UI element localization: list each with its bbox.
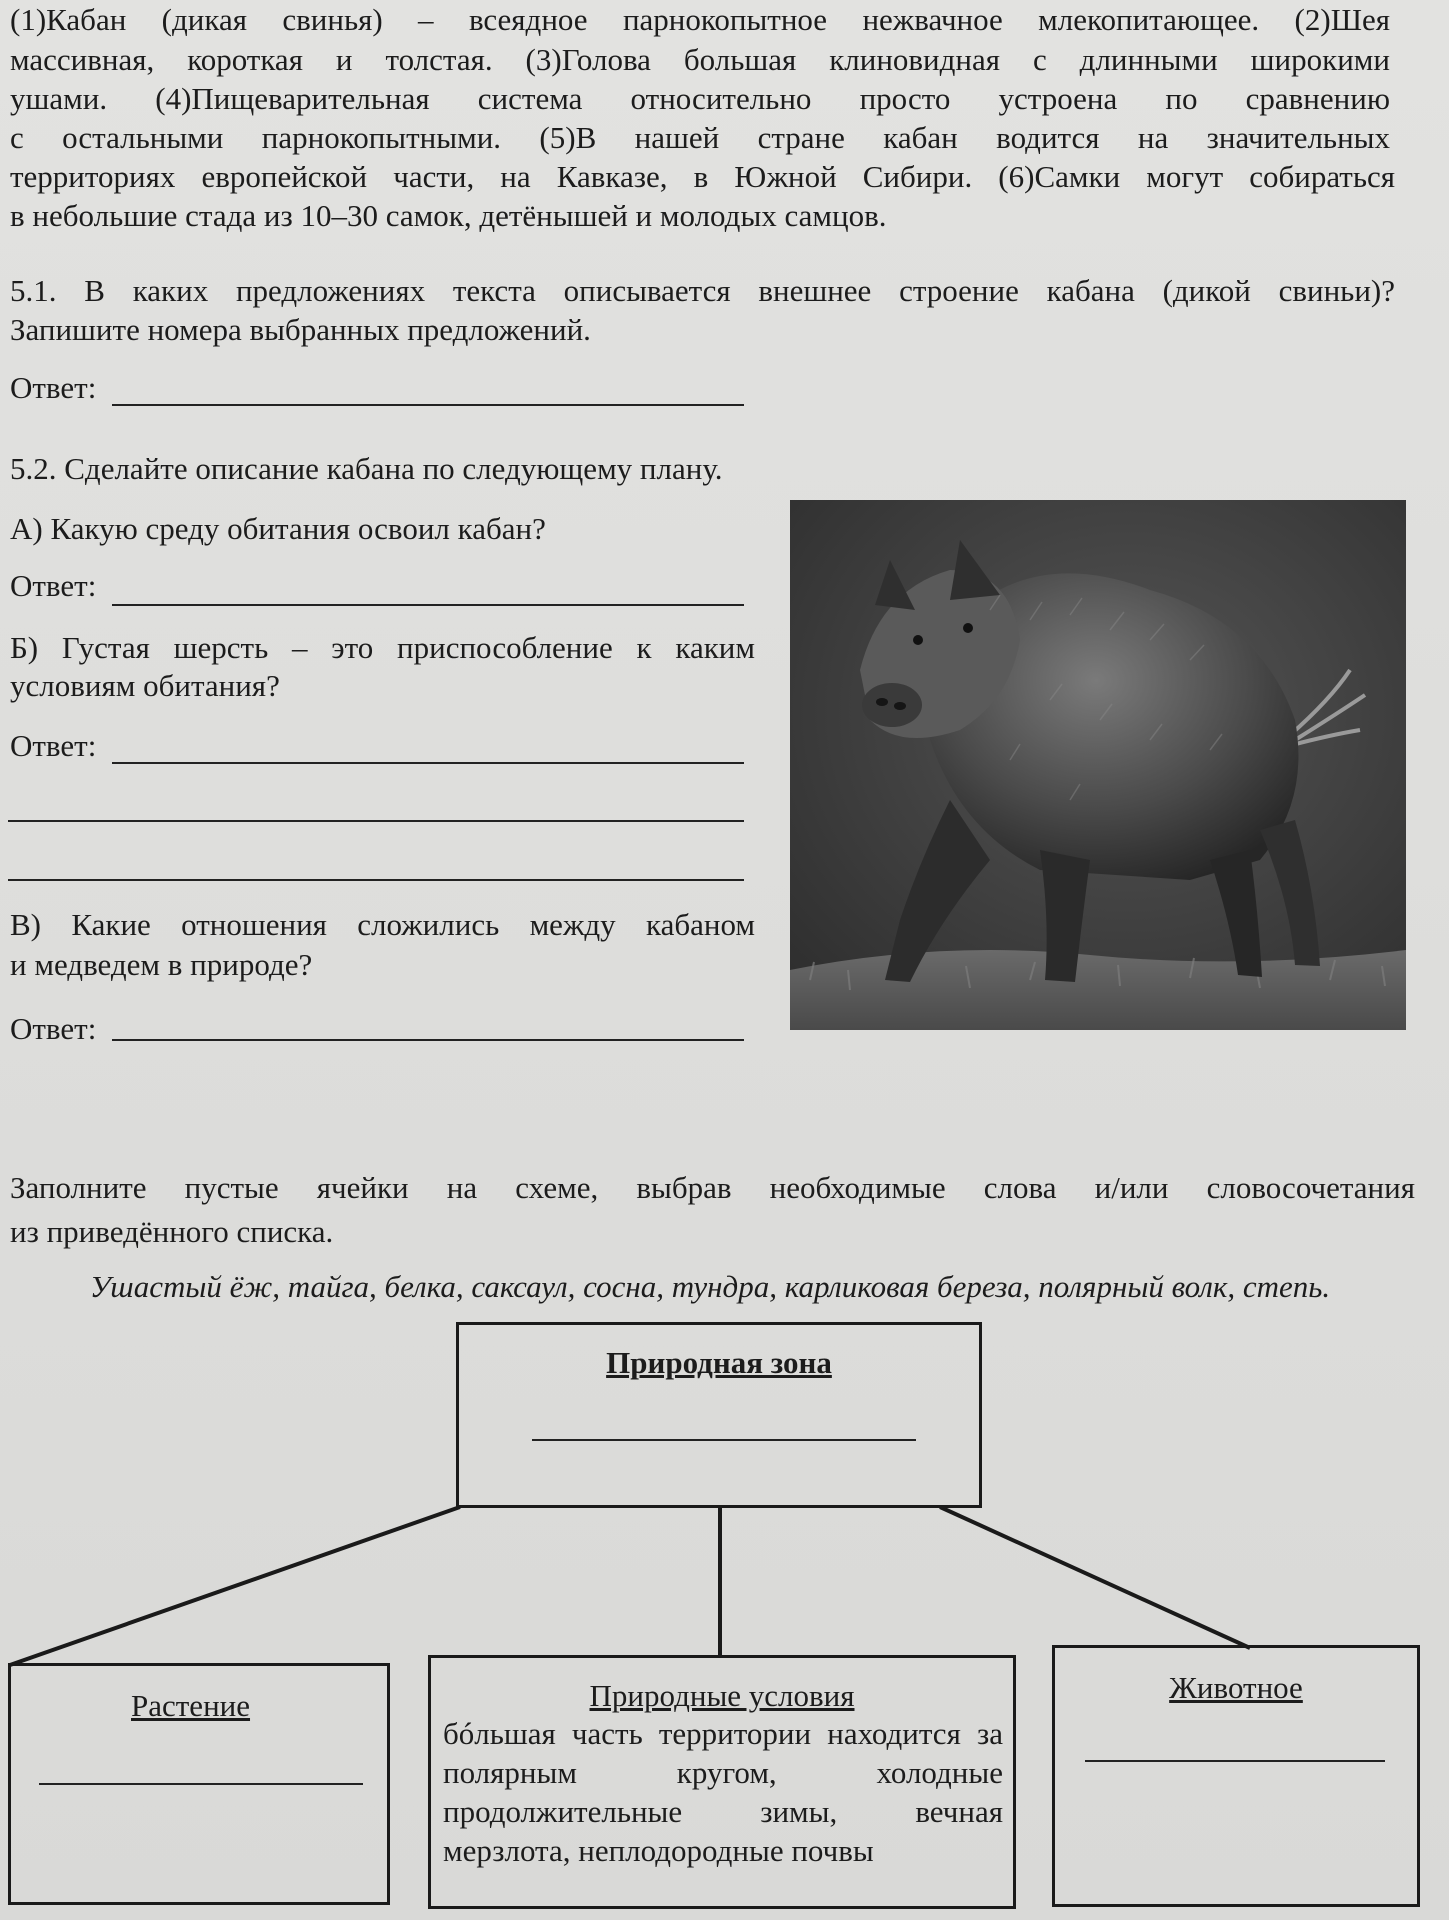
plant-answer-line[interactable] [39,1783,363,1785]
task-5-2-title: 5.2. Сделайте описание кабана по следующему плану. [10,451,723,486]
plant-title: Растение [131,1688,251,1723]
passage-line-4: с остальными парнокопытными. (5)В нашей стране кабан водится на значительных [10,120,1390,155]
animal-answer-line[interactable] [1085,1760,1385,1762]
scheme-instruction-line-1: Заполните пустые ячейки на схеме, выбрав необходимые слова и/или словосочетания [10,1170,1415,1205]
task-5-2-question-v-line-1: В) Какие отношения сложились между кабаном [10,907,755,942]
passage-line-2: массивная, короткая и толстая. (3)Голова большая клиновидная с длинными широкими [10,42,1390,77]
connector-left [10,1507,460,1665]
natural-conditions-line-1: бóльшая часть территории находится за [443,1716,1003,1751]
natural-zone-box [456,1322,982,1508]
plant-box [8,1663,390,1905]
task-5-2-answer-b-label: Ответ: [10,728,97,763]
natural-conditions-title: Природные условия [589,1678,855,1713]
task-5-2-question-a: А) Какую среду обитания освоил кабан? [10,511,546,546]
task-5-2-question-b-line-2: условиям обитания? [10,668,280,703]
scheme-instruction-line-2: из приведённого списка. [10,1214,334,1249]
natural-conditions-line-3: продолжительные зимы, вечная [443,1794,1003,1829]
scheme-word-list: Ушастый ёж, тайга, белка, саксаул, сосна, тундра, карликовая береза, полярный волк, степь. [89,1269,1331,1304]
passage-line-1: (1)Кабан (дикая свинья) – всеядное парнокопытное нежвачное млекопитающее. (2)Шея [10,2,1390,37]
connector-right [940,1507,1250,1648]
natural-conditions-line-4: мерзлота, неплодородные почвы [443,1833,874,1868]
task-5-1-question-line-1: 5.1. В каких предложениях текста описывается внешнее строение кабана (дикой свиньи)? [10,273,1395,308]
natural-conditions-line-2: полярным кругом, холодные [443,1755,1003,1790]
animal-box [1052,1645,1420,1907]
task-5-2-question-b-line-1: Б) Густая шерсть – это приспособление к каким [10,630,755,665]
natural-zone-answer-line[interactable] [532,1439,916,1441]
natural-conditions-box [428,1655,1016,1909]
natural-zone-title: Природная зона [606,1345,832,1380]
task-5-2-question-v-line-2: и медведем в природе? [10,947,313,982]
task-5-2-answer-v-label: Ответ: [10,1011,97,1046]
task-5-2-answer-a-label: Ответ: [10,568,97,603]
passage-line-6: в небольшие стада из 10–30 самок, детёнышей и молодых самцов. [10,198,887,233]
passage-line-3: ушами. (4)Пищеварительная система относительно просто устроена по сравнению [10,81,1390,116]
passage-line-5: территориях европейской части, на Кавказе, в Южной Сибири. (6)Самки могут собираться [10,159,1395,194]
task-5-1-answer-label: Ответ: [10,370,97,405]
animal-title: Животное [1169,1670,1303,1705]
task-5-1-question-line-2: Запишите номера выбранных предложений. [10,312,591,347]
